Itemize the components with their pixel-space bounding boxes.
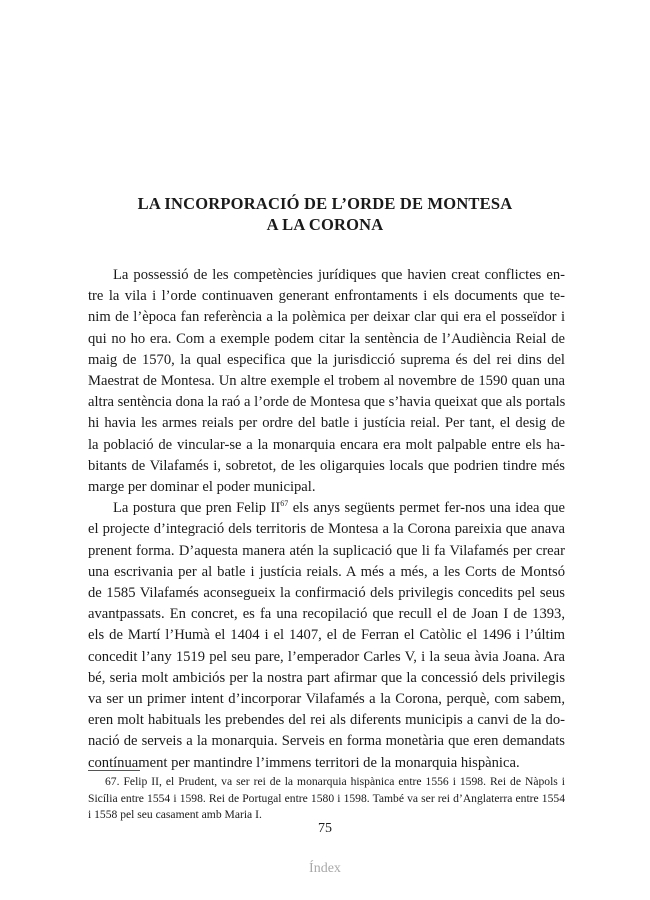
- chapter-title: [60, 193, 590, 235]
- text-line: concedit l’any 1519 pel seu pare, l’emperador Carles V, i la seua àvia Joana. Ara: [88, 648, 565, 665]
- text-line: els de Martí l’Humà el 1404 i el 1407, el de Ferran el Catòlic el 1496 i l’últim: [88, 627, 565, 644]
- text-line: contínuament per mantindre l’immens territori de la monarquia hispànica.: [88, 754, 520, 771]
- index-link[interactable]: Índex: [309, 861, 341, 876]
- paragraph-1: [88, 265, 565, 498]
- text-line: prenent forma. D’aquesta manera atén la suplicació que li fa Vilafamés per crear: [88, 542, 565, 559]
- text-line: bitants de Vilafamés i, sobretot, de les oligarquies locals que podrien tindre més: [88, 457, 565, 474]
- footnote-line: i 1558 pel seu casament amb Maria I.: [88, 808, 262, 821]
- body-text: [88, 265, 565, 774]
- text-line: hi havia les armes reials per ordre del batle i justícia reial. Per tant, el desig de: [88, 415, 565, 432]
- page-number: 75: [318, 821, 332, 836]
- text-line: nim de l’època fan referència a la polèmica per deixar clar qui era el posseïdor i: [88, 309, 565, 326]
- footnote-reference: 67: [280, 499, 289, 509]
- text-line: maig de 1570, la qual especifica que la jurisdicció suprema és del rei dins del: [88, 351, 565, 368]
- footnote-divider: [88, 770, 140, 771]
- text-line: el projecte d’integració dels territoris de Montesa a la Corona pareixia que anava: [88, 521, 565, 538]
- text-line: va ser un primer intent d’incorporar Vilafamés a la Corona, perquè, com sabem,: [88, 691, 565, 708]
- chapter-title-line-2: A LA CORONA: [266, 215, 384, 234]
- text-line: tre la vila i l’orde continuaven generant enfrontaments i els documents que te-: [88, 288, 565, 305]
- text-fragment: els anys següents permet fer-nos una idea que: [288, 500, 565, 517]
- text-line: bé, seria molt ambiciós per la nostra part afirmar que la concessió dels privilegis: [88, 669, 565, 686]
- footnote-line: Sicília entre 1554 i 1598. Rei de Portugal entre 1580 i 1598. També va ser rei d’Anglaterra entre 1554: [88, 791, 565, 805]
- text-line: La possessió de les competències jurídiques que havien creat conflictes en-: [113, 267, 565, 283]
- paragraph-2: [88, 498, 565, 774]
- text-line: una escrivania per al batle i justícia reials. A més a més, a les Corts de Montsó: [88, 563, 565, 580]
- footnote: [88, 774, 565, 824]
- text-line: altra sentència dona la raó a l’orde de Montesa que s’havia queixat que als portals: [88, 394, 566, 411]
- chapter-title-line-1: LA INCORPORACIÓ DE L’ORDE DE MONTESA: [137, 194, 513, 213]
- text-line: avantpassats. En concret, es fa una recopilació que recull el de Joan I de 1393,: [88, 606, 565, 623]
- text-line: de 1585 Vilafamés aconsegueix la confirmació dels privilegis concedits pel seus: [88, 585, 565, 602]
- text-line: marge per dominar el poder municipal.: [88, 479, 316, 496]
- text-line: eren molt habituals les prebendes del rei als diferents municipis a canvi de la do-: [88, 712, 565, 729]
- text-line: nació de serveis a la monarquia. Serveis en forma monetària que eren demandats: [88, 733, 565, 750]
- text-line: Maestrat de Montesa. Un altre exemple el trobem al novembre de 1590 quan una: [88, 373, 565, 390]
- text-line: qui no ho era. Com a exemple podem citar la sentència de l’Audiència Reial de: [88, 330, 565, 347]
- text-fragment: La postura que pren Felip II: [113, 500, 281, 517]
- text-line: la població de vincular-se a la monarquia encara era molt palpable entre els ha-: [88, 436, 565, 453]
- footnote-line: 67. Felip II, el Prudent, va ser rei de la monarquia hispànica entre 1556 i 1598. Rei de Nàpols i: [105, 775, 565, 788]
- text-line-with-footnote: [88, 498, 565, 519]
